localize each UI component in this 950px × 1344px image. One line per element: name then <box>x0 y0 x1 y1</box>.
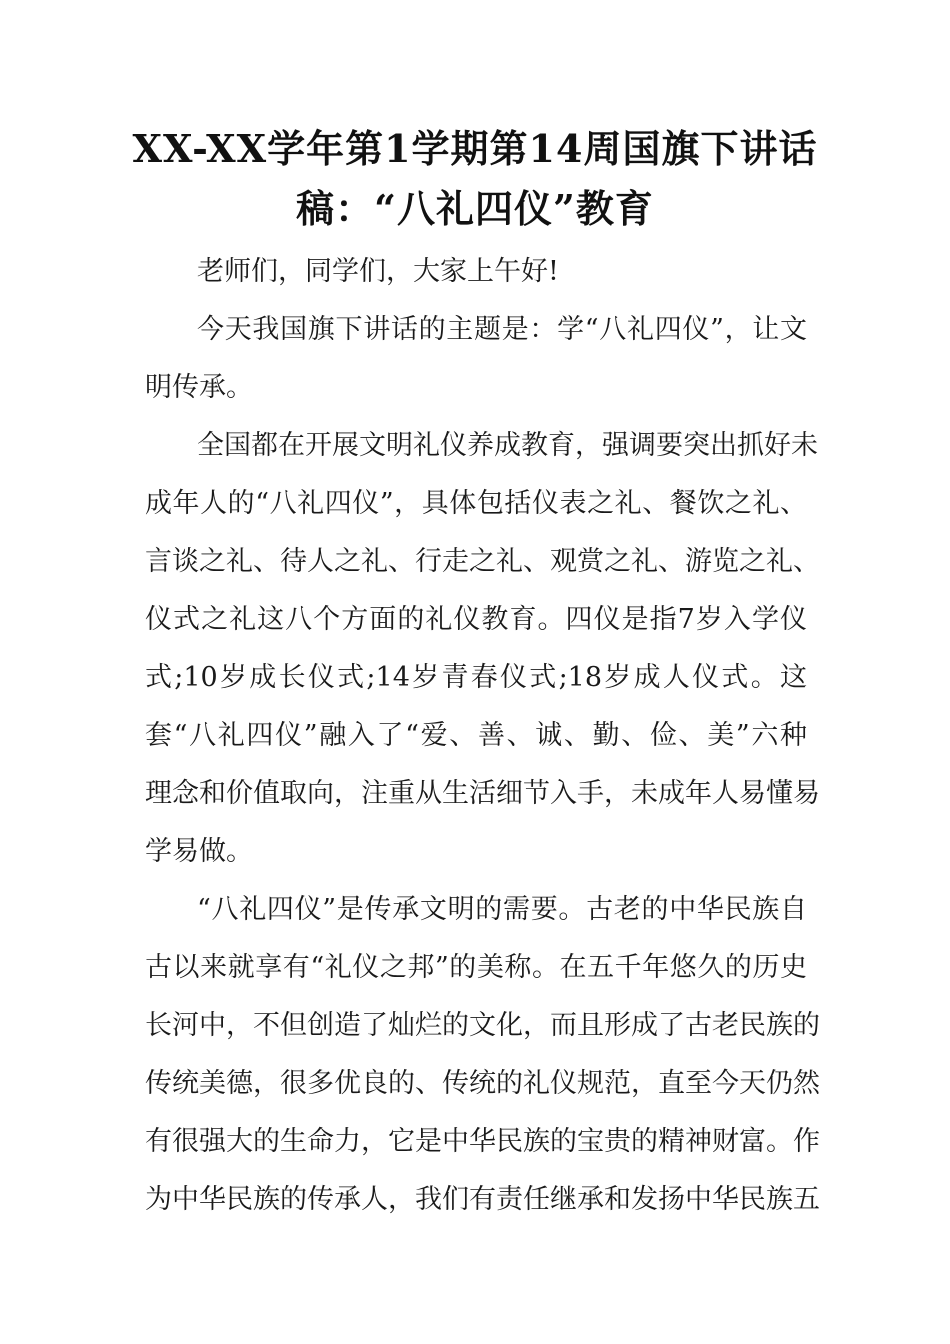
paragraph-heritage-line: 古以来就享有“礼仪之邦”的美称。在五千年悠久的历史 <box>145 952 807 983</box>
paragraph-heritage-line: “八礼四仪”是传承文明的需要。古老的中华民族自 <box>197 894 807 925</box>
paragraph-heritage-line: 有很强大的生命力，它是中华民族的宝贵的精神财富。作 <box>145 1126 820 1157</box>
paragraph-body-line: 成年人的“八礼四仪”，具体包括仪表之礼、餐饮之礼、 <box>145 488 807 519</box>
paragraph-body-line: 式;10岁成长仪式;14岁青春仪式;18岁成人仪式。这 <box>145 662 807 693</box>
document-title-line-1: XX-XX学年第1学期第14周国旗下讲话 <box>132 126 818 171</box>
paragraph-heritage-line: 传统美德，很多优良的、传统的礼仪规范，直至今天仍然 <box>145 1068 820 1099</box>
paragraph-heritage-line: 长河中，不但创造了灿烂的文化，而且形成了古老民族的 <box>145 1010 820 1041</box>
paragraph-heritage-line: 为中华民族的传承人，我们有责任继承和发扬中华民族五 <box>145 1184 820 1215</box>
paragraph-topic-line: 明传承。 <box>145 372 253 403</box>
paragraph-body-line: 套“八礼四仪”融入了“爱、善、诚、勤、俭、美”六种 <box>145 720 807 751</box>
paragraph-body-line: 学易做。 <box>145 836 253 867</box>
paragraph-topic-line: 今天我国旗下讲话的主题是：学“八礼四仪”，让文 <box>197 314 807 345</box>
paragraph-body-line: 言谈之礼、待人之礼、行走之礼、观赏之礼、游览之礼、 <box>145 546 820 577</box>
paragraph-greeting: 老师们，同学们，大家上午好! <box>197 256 559 287</box>
paragraph-body-line: 全国都在开展文明礼仪养成教育，强调要突出抓好未 <box>197 430 818 461</box>
paragraph-body-line: 理念和价值取向，注重从生活细节入手，未成年人易懂易 <box>145 778 820 809</box>
document-title-line-2: 稿：“八礼四仪”教育 <box>296 186 654 231</box>
paragraph-body-line: 仪式之礼这八个方面的礼仪教育。四仪是指7岁入学仪 <box>145 604 807 635</box>
